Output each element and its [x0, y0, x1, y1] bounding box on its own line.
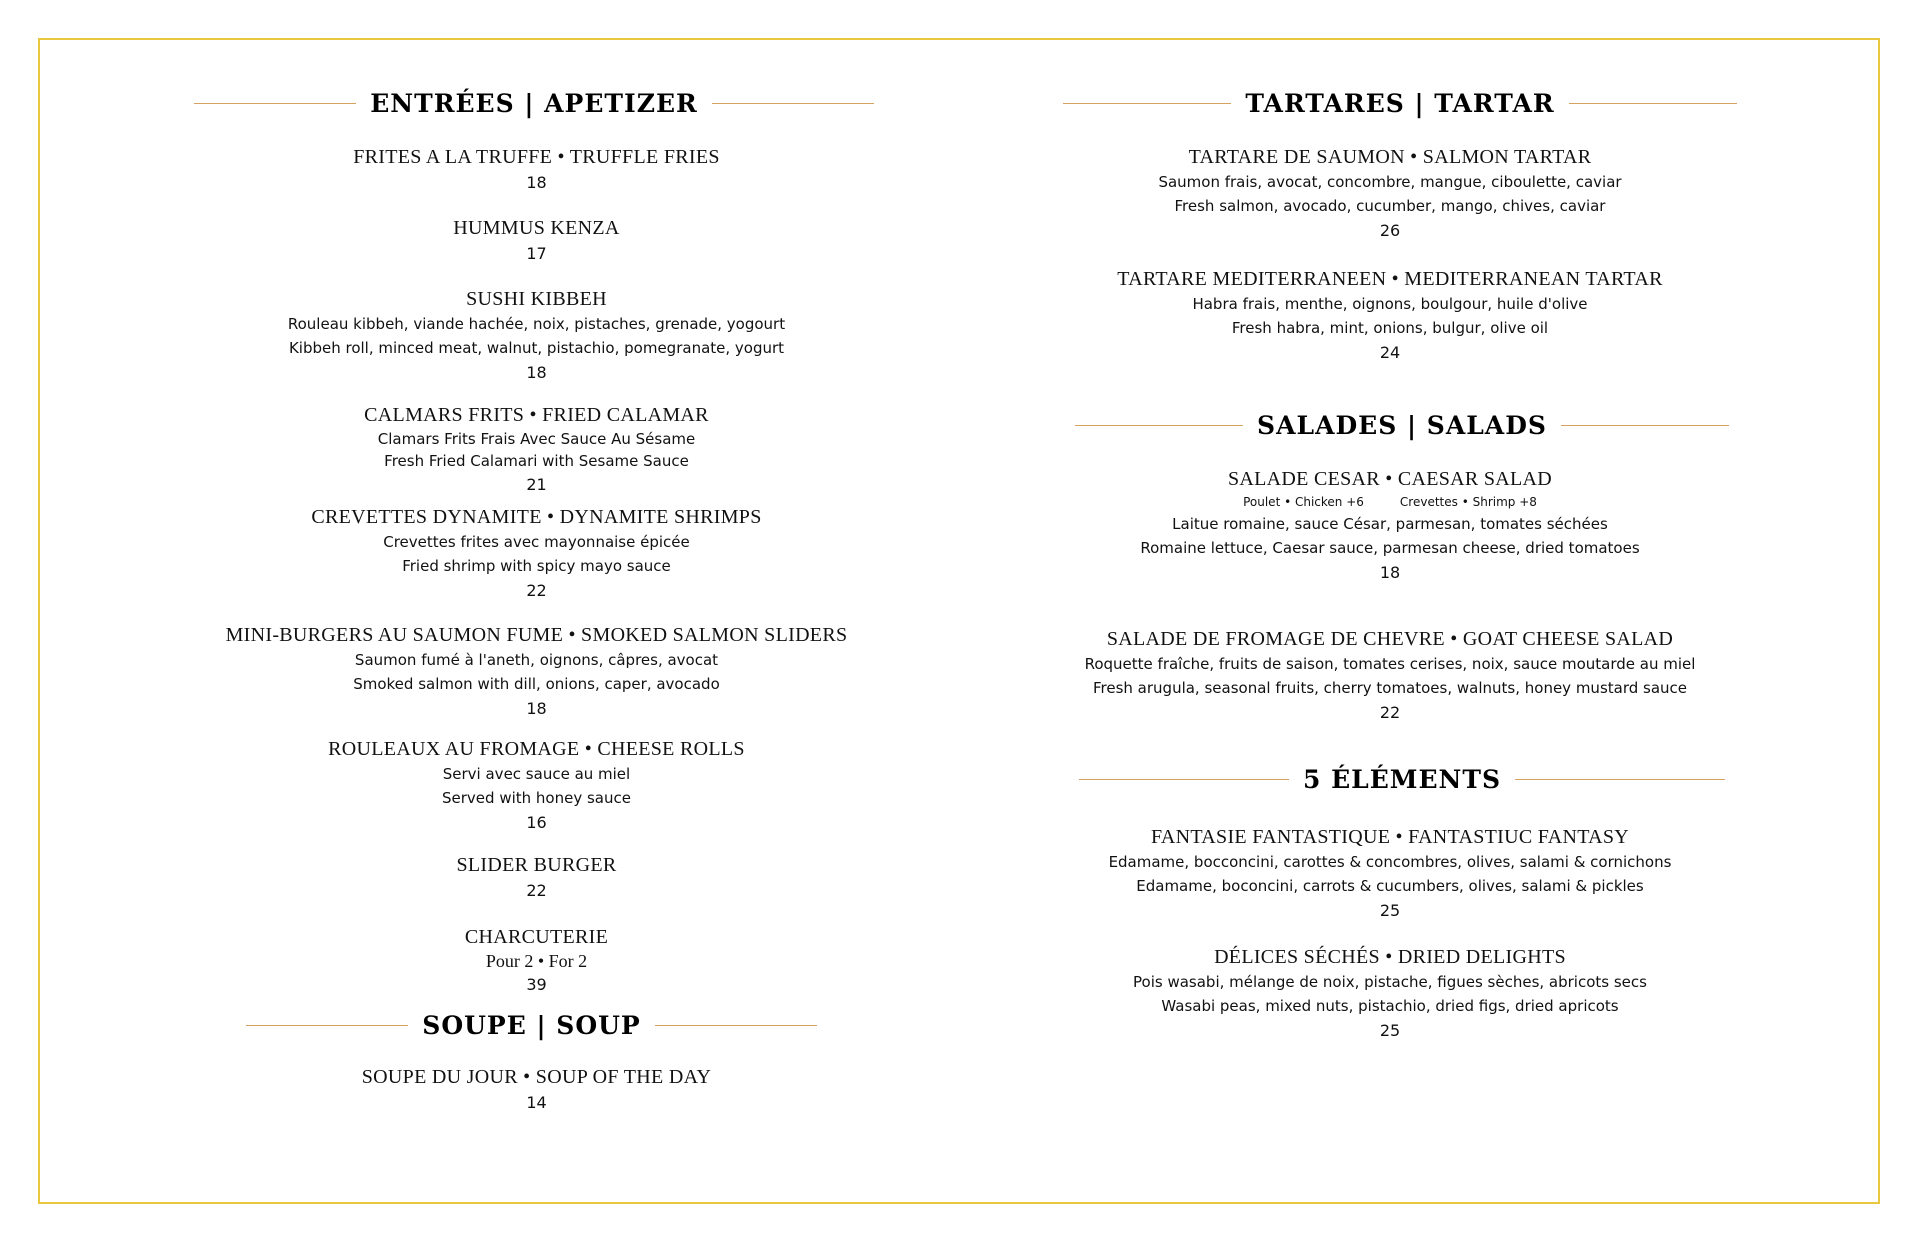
header-rule-left — [1079, 779, 1289, 780]
item-name: CREVETTES DYNAMITE • DYNAMITE SHRIMPS — [311, 506, 762, 528]
item-price: 22 — [526, 581, 547, 600]
menu-item — [1040, 626, 1740, 726]
section-title: SALADES | SALADS — [1257, 410, 1547, 440]
header-rule-left — [194, 103, 356, 104]
section-header-soup — [170, 1002, 893, 1048]
item-price: 24 — [1379, 343, 1401, 362]
header-rule-right — [1561, 425, 1729, 426]
item-description-fr: Crevettes frites avec mayonnaise épicée — [383, 533, 690, 551]
item-name: TARTARE DE SAUMON • SALMON TARTAR — [1188, 146, 1592, 168]
item-name: ROULEAUX AU FROMAGE • CHEESE ROLLS — [328, 738, 745, 760]
menu-item — [180, 286, 893, 386]
item-options — [1040, 492, 1740, 512]
item-price: 22 — [526, 881, 547, 900]
section-header-tartar — [1060, 80, 1740, 126]
header-rule-left — [1075, 425, 1243, 426]
item-price: 18 — [526, 173, 547, 192]
option-chicken: Poulet • Chicken +6 — [1243, 495, 1364, 509]
item-description-en: Smoked salmon with dill, onions, caper, avocado — [353, 675, 720, 693]
item-name: HUMMUS KENZA — [453, 217, 620, 239]
item-price: 22 — [1379, 703, 1401, 722]
section-header-apetizer — [175, 80, 893, 126]
item-description-fr: Rouleau kibbeh, viande hachée, noix, pistaches, grenade, yogourt — [287, 315, 786, 333]
item-price: 25 — [1379, 1021, 1401, 1040]
item-description-fr: Laitue romaine, sauce César, parmesan, tomates séchées — [1172, 515, 1608, 533]
item-price: 17 — [526, 244, 547, 263]
menu-item — [180, 1064, 893, 1116]
item-description-fr: Habra frais, menthe, oignons, boulgour, huile d'olive — [1192, 295, 1588, 313]
item-description-fr: Edamame, bocconcini, carottes & concombres, olives, salami & cornichons — [1108, 853, 1672, 871]
item-description-fr: Roquette fraîche, fruits de saison, tomates cerises, noix, sauce moutarde au miel — [1084, 655, 1696, 673]
right-column — [1040, 80, 1740, 1044]
section-header-salads — [1064, 402, 1740, 448]
item-description-en: Fresh salmon, avocado, cucumber, mango, chives, caviar — [1174, 197, 1606, 215]
left-column — [180, 80, 893, 1116]
item-name: SALADE DE FROMAGE DE CHEVRE • GOAT CHEESE SALAD — [1106, 628, 1674, 650]
menu-item — [180, 924, 893, 998]
item-name: CHARCUTERIE — [464, 926, 609, 948]
menu-item — [180, 215, 893, 267]
header-rule-right — [1569, 103, 1737, 104]
item-name: FRITES A LA TRUFFE • TRUFFLE FRIES — [353, 146, 720, 168]
header-rule-right — [1515, 779, 1725, 780]
item-description-en: Edamame, boconcini, carrots & cucumbers, olives, salami & pickles — [1136, 877, 1644, 895]
item-description-en: Romaine lettuce, Caesar sauce, parmesan cheese, dried tomatoes — [1140, 539, 1640, 557]
item-price: 39 — [526, 975, 547, 994]
section-title: SOUPE | SOUP — [422, 1010, 641, 1040]
menu-item — [180, 736, 893, 836]
item-name: SLIDER BURGER — [456, 854, 617, 876]
item-name: FANTASIE FANTASTIQUE • FANTASTIUC FANTASY — [1150, 826, 1630, 848]
item-price: 26 — [1379, 221, 1401, 240]
item-name: SALADE CESAR • CAESAR SALAD — [1227, 468, 1553, 490]
item-description-fr: Saumon frais, avocat, concombre, mangue, ciboulette, caviar — [1158, 173, 1622, 191]
item-note: Pour 2 • For 2 — [485, 951, 588, 971]
menu-item — [180, 504, 893, 604]
option-shrimp: Crevettes • Shrimp +8 — [1399, 495, 1537, 509]
header-rule-left — [1063, 103, 1231, 104]
item-name: SUSHI KIBBEH — [466, 288, 607, 310]
menu-item — [1040, 466, 1740, 586]
menu-item — [1040, 144, 1740, 244]
menu-item — [1040, 944, 1740, 1044]
item-description-en: Served with honey sauce — [442, 789, 631, 807]
section-title: 5 ÉLÉMENTS — [1302, 764, 1502, 794]
item-price: 18 — [526, 699, 547, 718]
header-rule-right — [655, 1025, 817, 1026]
item-name: DÉLICES SÉCHÉS • DRIED DELIGHTS — [1214, 946, 1566, 968]
item-description-fr: Clamars Frits Frais Avec Sauce Au Sésame — [377, 430, 696, 448]
item-description-en: Fresh arugula, seasonal fruits, cherry tomatoes, walnuts, honey mustard sauce — [1092, 679, 1688, 697]
item-description-en: Kibbeh roll, minced meat, walnut, pistachio, pomegranate, yogurt — [288, 339, 785, 357]
item-price: 25 — [1379, 901, 1401, 920]
menu-item — [1040, 266, 1740, 366]
item-description-en: Fresh habra, mint, onions, bulgur, olive oil — [1231, 319, 1549, 337]
item-description-en: Wasabi peas, mixed nuts, pistachio, dried figs, dried apricots — [1161, 997, 1619, 1015]
header-rule-left — [246, 1025, 408, 1026]
menu-item — [180, 852, 893, 904]
menu-item — [180, 402, 893, 498]
item-name: CALMARS FRITS • FRIED CALAMAR — [364, 404, 709, 426]
section-title: TARTARES | TARTAR — [1245, 88, 1555, 118]
item-price: 18 — [1379, 563, 1401, 582]
item-description-fr: Saumon fumé à l'aneth, oignons, câpres, avocat — [354, 651, 719, 669]
header-rule-right — [712, 103, 874, 104]
item-price: 16 — [526, 813, 547, 832]
section-header-elements — [1064, 756, 1740, 802]
item-price: 14 — [526, 1093, 547, 1112]
item-name: TARTARE MEDITERRANEEN • MEDITERRANEAN TARTAR — [1117, 268, 1663, 290]
item-price: 18 — [526, 363, 547, 382]
item-description-en: Fried shrimp with spicy mayo sauce — [402, 557, 671, 575]
item-price: 21 — [526, 475, 547, 494]
item-name: SOUPE DU JOUR • SOUP OF THE DAY — [361, 1066, 712, 1088]
item-description-en: Fresh Fried Calamari with Sesame Sauce — [384, 452, 689, 470]
item-description-fr: Servi avec sauce au miel — [442, 765, 631, 783]
menu-item — [1040, 824, 1740, 924]
menu-item — [180, 144, 893, 196]
menu-item — [180, 622, 893, 722]
section-title: ENTRÉES | APETIZER — [370, 88, 698, 118]
item-description-fr: Pois wasabi, mélange de noix, pistache, figues sèches, abricots secs — [1133, 973, 1647, 991]
item-name: MINI-BURGERS AU SAUMON FUME • SMOKED SALMON SLIDERS — [225, 624, 848, 646]
